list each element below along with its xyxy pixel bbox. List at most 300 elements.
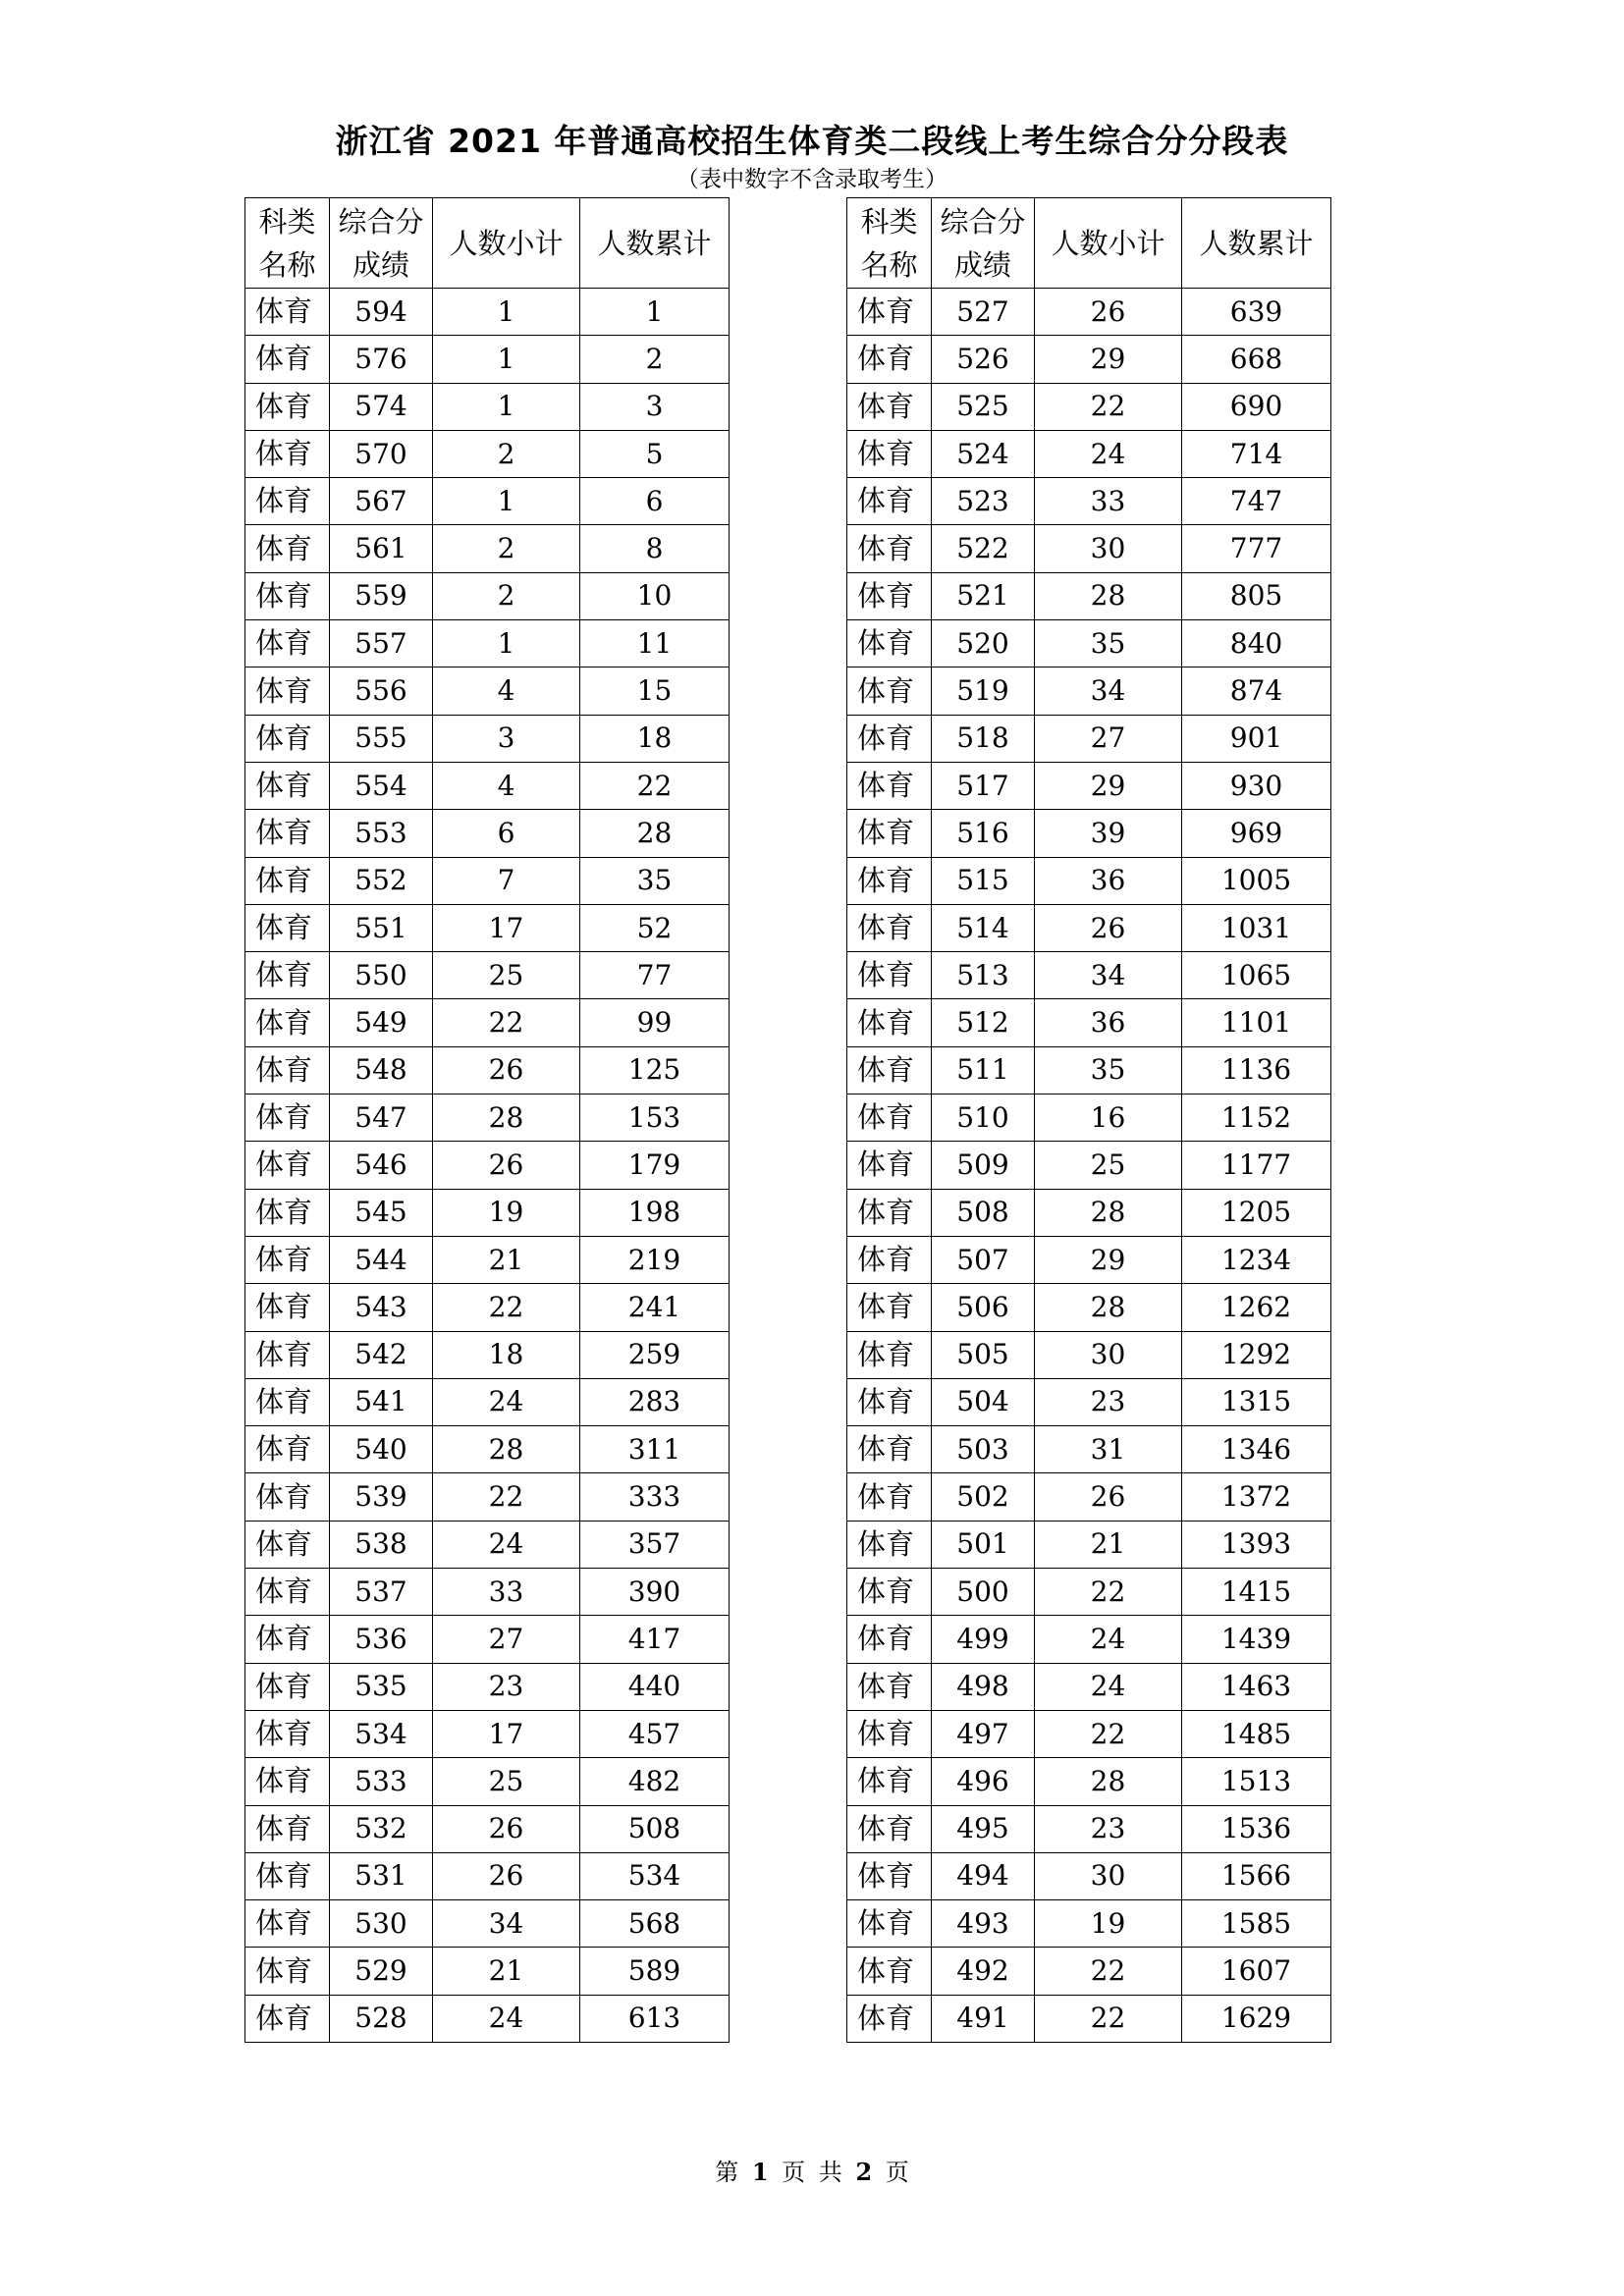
- cell-cumulative: 219: [580, 1236, 730, 1283]
- cell-category: 体育: [245, 810, 330, 857]
- cell-score: 543: [330, 1284, 433, 1331]
- cell-cumulative: 1485: [1182, 1710, 1331, 1757]
- cell-score: 559: [330, 572, 433, 619]
- cell-category: 体育: [847, 1426, 932, 1473]
- cell-score: 509: [932, 1142, 1035, 1189]
- table-row: [245, 1995, 730, 2042]
- table-row: [847, 904, 1331, 951]
- cell-category: 体育: [245, 1236, 330, 1283]
- cell-score: 557: [330, 620, 433, 667]
- cell-score: 505: [932, 1331, 1035, 1378]
- cell-count: 1: [433, 336, 580, 383]
- cell-count: 30: [1035, 1331, 1182, 1378]
- cell-score: 549: [330, 999, 433, 1046]
- cell-score: 525: [932, 383, 1035, 430]
- cell-score: 552: [330, 857, 433, 904]
- header-category-line2: 名称: [860, 247, 918, 282]
- cell-category: 体育: [847, 1095, 932, 1142]
- cell-score: 497: [932, 1710, 1035, 1757]
- table-row: [847, 1569, 1331, 1616]
- table-row: [245, 1852, 730, 1899]
- cell-cumulative: 1177: [1182, 1142, 1331, 1189]
- cell-category: 体育: [245, 1473, 330, 1521]
- table-row: [245, 1569, 730, 1616]
- cell-count: 22: [433, 1284, 580, 1331]
- footer-page-number: 1: [751, 2158, 769, 2186]
- cell-category: 体育: [245, 999, 330, 1046]
- header-category-line2: 名称: [258, 247, 316, 282]
- cell-score: 495: [932, 1805, 1035, 1852]
- table-row: [847, 1378, 1331, 1425]
- cell-score: 499: [932, 1616, 1035, 1663]
- header-score-line2: 成绩: [352, 247, 409, 282]
- cell-score: 556: [330, 667, 433, 715]
- table-header-row: [847, 198, 1331, 289]
- cell-count: 21: [433, 1236, 580, 1283]
- cell-cumulative: 77: [580, 952, 730, 999]
- cell-category: 体育: [847, 810, 932, 857]
- cell-category: 体育: [847, 762, 932, 809]
- cell-cumulative: 5: [580, 430, 730, 477]
- cell-category: 体育: [245, 1046, 330, 1094]
- cell-category: 体育: [245, 1142, 330, 1189]
- cell-score: 520: [932, 620, 1035, 667]
- page-footer: [0, 2153, 1624, 2187]
- cell-count: 28: [1035, 1758, 1182, 1805]
- cell-score: 574: [330, 383, 433, 430]
- cell-cumulative: 22: [580, 762, 730, 809]
- cell-score: 503: [932, 1426, 1035, 1473]
- cell-category: 体育: [245, 478, 330, 525]
- cell-cumulative: 1315: [1182, 1378, 1331, 1425]
- cell-cumulative: 482: [580, 1758, 730, 1805]
- cell-cumulative: 241: [580, 1284, 730, 1331]
- cell-count: 21: [433, 1948, 580, 1995]
- cell-count: 24: [1035, 430, 1182, 477]
- cell-category: 体育: [245, 1900, 330, 1948]
- header-cumulative: 人数累计: [1182, 198, 1331, 289]
- cell-category: 体育: [847, 383, 932, 430]
- cell-score: 528: [330, 1995, 433, 2042]
- cell-cumulative: 534: [580, 1852, 730, 1899]
- cell-count: 7: [433, 857, 580, 904]
- cell-category: 体育: [847, 1189, 932, 1236]
- table-row: [847, 1046, 1331, 1094]
- cell-cumulative: 1415: [1182, 1569, 1331, 1616]
- table-row: [847, 289, 1331, 336]
- table-row: [245, 1284, 730, 1331]
- cell-count: 30: [1035, 1852, 1182, 1899]
- header-count: 人数小计: [433, 198, 580, 289]
- cell-score: 491: [932, 1995, 1035, 2042]
- cell-score: 529: [330, 1948, 433, 1995]
- cell-score: 561: [330, 525, 433, 572]
- cell-score: 531: [330, 1852, 433, 1899]
- cell-cumulative: 1536: [1182, 1805, 1331, 1852]
- table-row: [847, 1995, 1331, 2042]
- cell-cumulative: 1262: [1182, 1284, 1331, 1331]
- cell-count: 24: [433, 1995, 580, 2042]
- table-row: [847, 1331, 1331, 1378]
- cell-cumulative: 589: [580, 1948, 730, 1995]
- table-body-left: [245, 289, 730, 2043]
- cell-cumulative: 52: [580, 904, 730, 951]
- cell-cumulative: 457: [580, 1710, 730, 1757]
- cell-category: 体育: [847, 1142, 932, 1189]
- cell-score: 537: [330, 1569, 433, 1616]
- cell-cumulative: 901: [1182, 715, 1331, 762]
- cell-score: 545: [330, 1189, 433, 1236]
- table-row: [847, 952, 1331, 999]
- table-row: [245, 1948, 730, 1995]
- cell-count: 34: [433, 1900, 580, 1948]
- cell-cumulative: 15: [580, 667, 730, 715]
- cell-cumulative: 1152: [1182, 1095, 1331, 1142]
- cell-score: 519: [932, 667, 1035, 715]
- cell-score: 508: [932, 1189, 1035, 1236]
- table-row: [245, 336, 730, 383]
- cell-cumulative: 283: [580, 1378, 730, 1425]
- cell-score: 547: [330, 1095, 433, 1142]
- cell-score: 570: [330, 430, 433, 477]
- cell-score: 492: [932, 1948, 1035, 1995]
- cell-cumulative: 1566: [1182, 1852, 1331, 1899]
- cell-category: 体育: [245, 1095, 330, 1142]
- cell-count: 27: [433, 1616, 580, 1663]
- cell-count: 25: [433, 952, 580, 999]
- cell-score: 539: [330, 1473, 433, 1521]
- cell-cumulative: 639: [1182, 289, 1331, 336]
- table-row: [245, 1331, 730, 1378]
- cell-count: 29: [1035, 336, 1182, 383]
- header-category: [245, 198, 330, 289]
- cell-cumulative: 930: [1182, 762, 1331, 809]
- cell-score: 504: [932, 1378, 1035, 1425]
- table-row: [847, 620, 1331, 667]
- cell-cumulative: 613: [580, 1995, 730, 2042]
- cell-category: 体育: [245, 1426, 330, 1473]
- cell-category: 体育: [245, 904, 330, 951]
- cell-category: 体育: [847, 1378, 932, 1425]
- cell-category: 体育: [245, 1948, 330, 1995]
- cell-cumulative: 1439: [1182, 1616, 1331, 1663]
- cell-category: 体育: [245, 430, 330, 477]
- cell-category: 体育: [847, 1473, 932, 1521]
- cell-category: 体育: [245, 1995, 330, 2042]
- cell-cumulative: 1393: [1182, 1521, 1331, 1568]
- cell-cumulative: 153: [580, 1095, 730, 1142]
- cell-count: 27: [1035, 715, 1182, 762]
- cell-cumulative: 10: [580, 572, 730, 619]
- cell-score: 534: [330, 1710, 433, 1757]
- cell-score: 532: [330, 1805, 433, 1852]
- cell-count: 25: [433, 1758, 580, 1805]
- table-row: [245, 1616, 730, 1663]
- cell-cumulative: 568: [580, 1900, 730, 1948]
- table-row: [245, 1473, 730, 1521]
- table-row: [847, 1948, 1331, 1995]
- cell-score: 536: [330, 1616, 433, 1663]
- cell-cumulative: 417: [580, 1616, 730, 1663]
- cell-score: 521: [932, 572, 1035, 619]
- score-table-left: [244, 197, 730, 2043]
- table-row: [847, 1473, 1331, 1521]
- cell-count: 26: [1035, 904, 1182, 951]
- cell-score: 540: [330, 1426, 433, 1473]
- cell-category: 体育: [847, 1805, 932, 1852]
- table-row: [847, 810, 1331, 857]
- cell-cumulative: 1005: [1182, 857, 1331, 904]
- cell-count: 34: [1035, 667, 1182, 715]
- cell-cumulative: 357: [580, 1521, 730, 1568]
- cell-count: 1: [433, 478, 580, 525]
- cell-count: 1: [433, 620, 580, 667]
- footer-suffix: 页: [885, 2159, 909, 2186]
- cell-cumulative: 1136: [1182, 1046, 1331, 1094]
- cell-score: 501: [932, 1521, 1035, 1568]
- table-row: [847, 478, 1331, 525]
- cell-count: 6: [433, 810, 580, 857]
- cell-count: 29: [1035, 1236, 1182, 1283]
- cell-count: 26: [433, 1852, 580, 1899]
- table-body-right: [847, 289, 1331, 2043]
- cell-count: 17: [433, 1710, 580, 1757]
- cell-cumulative: 508: [580, 1805, 730, 1852]
- table-row: [847, 1805, 1331, 1852]
- cell-cumulative: 1607: [1182, 1948, 1331, 1995]
- cell-category: 体育: [847, 525, 932, 572]
- cell-count: 22: [1035, 1710, 1182, 1757]
- cell-score: 523: [932, 478, 1035, 525]
- cell-category: 体育: [847, 336, 932, 383]
- cell-count: 22: [433, 1473, 580, 1521]
- cell-count: 17: [433, 904, 580, 951]
- cell-count: 26: [433, 1046, 580, 1094]
- cell-count: 19: [1035, 1900, 1182, 1948]
- cell-cumulative: 747: [1182, 478, 1331, 525]
- cell-category: 体育: [245, 1284, 330, 1331]
- cell-cumulative: 1234: [1182, 1236, 1331, 1283]
- cell-score: 527: [932, 289, 1035, 336]
- cell-category: 体育: [245, 1331, 330, 1378]
- table-row: [847, 1852, 1331, 1899]
- cell-count: 28: [1035, 572, 1182, 619]
- table-row: [245, 1046, 730, 1094]
- footer-middle: 页 共: [782, 2159, 842, 2186]
- cell-category: 体育: [847, 1852, 932, 1899]
- cell-cumulative: 2: [580, 336, 730, 383]
- cell-count: 35: [1035, 1046, 1182, 1094]
- cell-cumulative: 1463: [1182, 1663, 1331, 1710]
- table-row: [847, 336, 1331, 383]
- cell-count: 26: [1035, 1473, 1182, 1521]
- table-row: [245, 810, 730, 857]
- cell-cumulative: 1585: [1182, 1900, 1331, 1948]
- cell-score: 576: [330, 336, 433, 383]
- cell-category: 体育: [245, 1189, 330, 1236]
- cell-score: 512: [932, 999, 1035, 1046]
- cell-category: 体育: [847, 904, 932, 951]
- table-row: [847, 1521, 1331, 1568]
- cell-score: 526: [932, 336, 1035, 383]
- cell-count: 33: [1035, 478, 1182, 525]
- cell-category: 体育: [847, 478, 932, 525]
- table-row: [847, 1142, 1331, 1189]
- table-row: [847, 715, 1331, 762]
- table-row: [847, 857, 1331, 904]
- header-cumulative: 人数累计: [580, 198, 730, 289]
- cell-cumulative: 777: [1182, 525, 1331, 572]
- cell-score: 535: [330, 1663, 433, 1710]
- table-row: [245, 904, 730, 951]
- cell-count: 23: [1035, 1378, 1182, 1425]
- cell-count: 34: [1035, 952, 1182, 999]
- cell-cumulative: 1292: [1182, 1331, 1331, 1378]
- cell-score: 507: [932, 1236, 1035, 1283]
- cell-category: 体育: [847, 289, 932, 336]
- cell-count: 3: [433, 715, 580, 762]
- table-row: [847, 1189, 1331, 1236]
- cell-score: 494: [932, 1852, 1035, 1899]
- cell-count: 24: [1035, 1616, 1182, 1663]
- table-row: [847, 525, 1331, 572]
- cell-score: 506: [932, 1284, 1035, 1331]
- table-row: [245, 1710, 730, 1757]
- cell-score: 594: [330, 289, 433, 336]
- cell-count: 26: [433, 1805, 580, 1852]
- cell-count: 28: [1035, 1284, 1182, 1331]
- table-row: [245, 620, 730, 667]
- cell-score: 522: [932, 525, 1035, 572]
- table-row: [847, 999, 1331, 1046]
- cell-count: 4: [433, 667, 580, 715]
- cell-score: 498: [932, 1663, 1035, 1710]
- cell-count: 30: [1035, 525, 1182, 572]
- cell-cumulative: 99: [580, 999, 730, 1046]
- cell-cumulative: 198: [580, 1189, 730, 1236]
- table-row: [245, 715, 730, 762]
- table-row: [847, 1426, 1331, 1473]
- cell-count: 24: [433, 1521, 580, 1568]
- cell-score: 493: [932, 1900, 1035, 1948]
- cell-count: 33: [433, 1569, 580, 1616]
- table-row: [245, 1142, 730, 1189]
- cell-score: 546: [330, 1142, 433, 1189]
- cell-score: 548: [330, 1046, 433, 1094]
- cell-count: 21: [1035, 1521, 1182, 1568]
- cell-category: 体育: [847, 620, 932, 667]
- cell-category: 体育: [847, 1569, 932, 1616]
- cell-score: 514: [932, 904, 1035, 951]
- cell-score: 502: [932, 1473, 1035, 1521]
- cell-count: 23: [433, 1663, 580, 1710]
- cell-count: 16: [1035, 1095, 1182, 1142]
- cell-count: 18: [433, 1331, 580, 1378]
- cell-cumulative: 125: [580, 1046, 730, 1094]
- page-subtitle: （表中数字不含录取考生）: [677, 167, 947, 192]
- cell-cumulative: 1346: [1182, 1426, 1331, 1473]
- cell-count: 22: [1035, 1569, 1182, 1616]
- cell-cumulative: 1101: [1182, 999, 1331, 1046]
- cell-category: 体育: [245, 383, 330, 430]
- cell-category: 体育: [847, 1900, 932, 1948]
- cell-category: 体育: [847, 1710, 932, 1757]
- cell-category: 体育: [847, 1284, 932, 1331]
- cell-cumulative: 1065: [1182, 952, 1331, 999]
- cell-score: 511: [932, 1046, 1035, 1094]
- table-row: [847, 667, 1331, 715]
- cell-category: 体育: [245, 667, 330, 715]
- table-row: [847, 430, 1331, 477]
- table-row: [245, 1900, 730, 1948]
- table-row: [245, 1189, 730, 1236]
- cell-category: 体育: [245, 289, 330, 336]
- cell-cumulative: 6: [580, 478, 730, 525]
- cell-category: 体育: [245, 952, 330, 999]
- cell-score: 533: [330, 1758, 433, 1805]
- cell-cumulative: 311: [580, 1426, 730, 1473]
- cell-category: 体育: [847, 999, 932, 1046]
- cell-count: 26: [1035, 289, 1182, 336]
- cell-score: 496: [932, 1758, 1035, 1805]
- table-row: [245, 1426, 730, 1473]
- cell-category: 体育: [245, 762, 330, 809]
- cell-category: 体育: [245, 1569, 330, 1616]
- cell-category: 体育: [245, 715, 330, 762]
- cell-category: 体育: [245, 1663, 330, 1710]
- table-row: [245, 667, 730, 715]
- cell-count: 22: [1035, 383, 1182, 430]
- cell-score: 538: [330, 1521, 433, 1568]
- table-row: [847, 1616, 1331, 1663]
- table-row: [847, 1236, 1331, 1283]
- cell-score: 544: [330, 1236, 433, 1283]
- cell-cumulative: 1629: [1182, 1995, 1331, 2042]
- cell-cumulative: 259: [580, 1331, 730, 1378]
- table-row: [847, 572, 1331, 619]
- cell-category: 体育: [847, 1521, 932, 1568]
- cell-score: 513: [932, 952, 1035, 999]
- cell-score: 567: [330, 478, 433, 525]
- cell-category: 体育: [245, 336, 330, 383]
- table-row: [245, 762, 730, 809]
- cell-category: 体育: [847, 430, 932, 477]
- header-category: [847, 198, 932, 289]
- cell-count: 2: [433, 572, 580, 619]
- table-row: [245, 383, 730, 430]
- cell-cumulative: 179: [580, 1142, 730, 1189]
- cell-category: 体育: [847, 715, 932, 762]
- cell-category: 体育: [245, 1616, 330, 1663]
- cell-category: 体育: [245, 620, 330, 667]
- table-row: [847, 1095, 1331, 1142]
- cell-category: 体育: [847, 1948, 932, 1995]
- header-score: [932, 198, 1035, 289]
- footer-total-pages: 2: [855, 2158, 873, 2186]
- cell-cumulative: 35: [580, 857, 730, 904]
- cell-cumulative: 714: [1182, 430, 1331, 477]
- table-row: [847, 762, 1331, 809]
- cell-cumulative: 1372: [1182, 1473, 1331, 1521]
- cell-score: 500: [932, 1569, 1035, 1616]
- table-row: [847, 1663, 1331, 1710]
- cell-count: 35: [1035, 620, 1182, 667]
- cell-count: 39: [1035, 810, 1182, 857]
- cell-score: 524: [932, 430, 1035, 477]
- cell-cumulative: 333: [580, 1473, 730, 1521]
- header-score-line1: 综合分: [338, 204, 424, 239]
- cell-cumulative: 1513: [1182, 1758, 1331, 1805]
